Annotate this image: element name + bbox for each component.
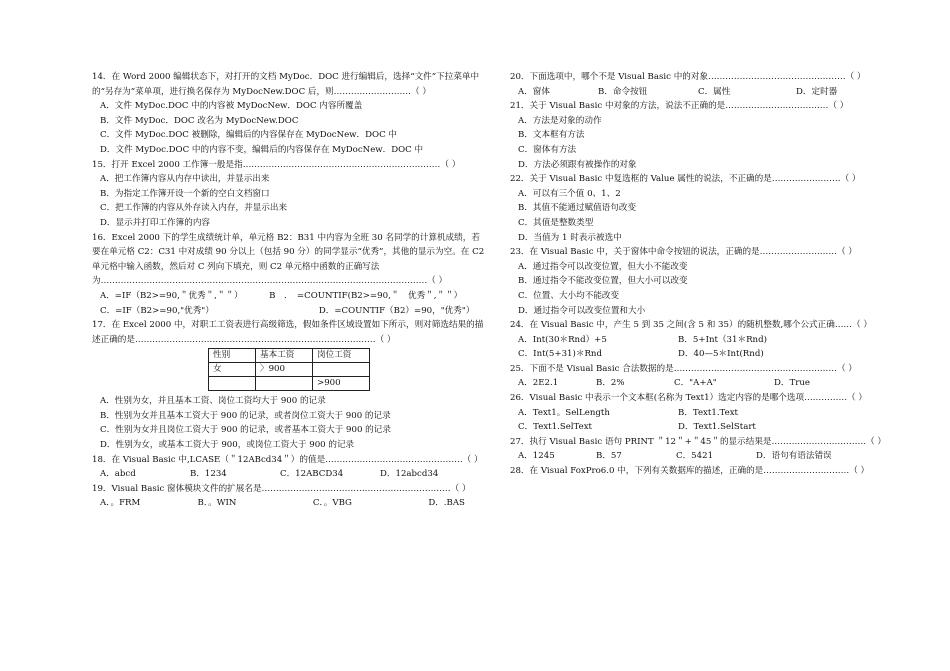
q21-option-d: D．方法必须跟有被操作的对象 <box>518 159 637 170</box>
question-18: 18．在 Visual Basic 中,LCASE（＂12ABcd34＂）的值是…………………………………………（ ） <box>92 454 483 465</box>
q16-option-c: C．=IF（B2>=90,"优秀"） <box>100 305 214 316</box>
question-26: 26．Visual Basic 中表示一个文本框(名称为 Text1）选定内容的是哪个选项……………（ ） <box>510 393 867 404</box>
criteria-cell <box>313 363 370 377</box>
question-28: 28．在 Visual FoxPro6.0 中，下列有关数据库的描述，正确的是…………………………（ ） <box>510 466 870 477</box>
q14-option-a: A．文件 MyDoc.DOC 中的内容被 MyDocNew．DOC 内容所覆盖 <box>100 101 363 112</box>
q24-option-c: C．Int(5+31)＊Rnd <box>518 349 602 360</box>
q17-option-a: A．性别为女，并且基本工资、岗位工资均大于 900 的记录 <box>100 396 326 407</box>
question-21: 21．关于 Visual Basic 中对象的方法，说法不正确的是………………………………（ ） <box>510 101 849 112</box>
criteria-header-gender: 性别 <box>209 349 256 363</box>
criteria-cell: 〉900 <box>256 363 313 377</box>
q24-option-a: A．Int(30＊Rnd）+5 <box>518 334 607 345</box>
q18-option-a: A．abcd <box>100 469 136 480</box>
q25-option-c: C．"A+A" <box>674 378 717 389</box>
q14-option-b: B．文件 MyDoc．DOC 改名为 MyDocNew.DOC <box>100 115 299 126</box>
q27-option-d: D．语句有语法错误 <box>756 451 832 462</box>
q23-option-d: D．通过指令可以改变位置和大小 <box>518 305 646 316</box>
q22-option-c: C．其值是整数类型 <box>518 217 594 228</box>
question-23: 23．在 Visual Basic 中，关于窗体中命令按钮的说法，正确的是………………………（ ） <box>510 247 857 258</box>
question-14: 14．在 Word 2000 编辑状态下，对打开的文档 MyDoc．DOC 进行编辑后，选择“文件”下拉菜单中的“另存为”菜单项，进行换名保存为 MyDocNew.DOC 后，则………………………（ ） <box>92 72 480 97</box>
q15-option-b: B．为指定工作簿开设一个新的空白文档窗口 <box>100 188 270 199</box>
q18-option-b: B．1234 <box>190 469 227 480</box>
q23-option-c: C．位置、大小均不能改变 <box>518 290 620 301</box>
q26-option-b: B．Text1.Text <box>678 407 739 418</box>
right-column <box>510 70 915 479</box>
q21-option-b: B．文本框有方法 <box>518 130 585 141</box>
q25-option-b: B．2% <box>596 378 625 389</box>
criteria-row <box>209 363 370 377</box>
q20-option-b: B．命令按钮 <box>598 86 648 97</box>
q27-options <box>510 449 915 464</box>
q16-option-b: B ． =COUNTIF(B2>=90,＂ 优秀＂,＂＂） <box>269 290 463 301</box>
question-20: 20．下面选项中，哪个不是 Visual Basic 中的对象…………………………………………（ ） <box>510 72 866 82</box>
q21-option-c: C．窗体有方法 <box>518 144 577 155</box>
question-27: 27．执行 Visual Basic 语句 PRINT ＂12＂+＂45＂的显示结果是……………………………（ ） <box>510 436 886 447</box>
question-16: 16．Excel 2000 下的学生成绩统计单，单元格 B2：B31 中内容为全班 30 名同学的计算机成绩，若要在单元格 C2：C31 中对成绩 90 分以上（包括 90 分）的同学显示“优秀”，其他的显示为空。在 C2 单元格中输入函数，然后对 C 列向下填充，则 C2 单元格中函数的正确写法为……………………………………………………………………………………………………（ ） <box>92 232 485 287</box>
q22-option-a: A．可以有三个值 0、1、2 <box>518 188 621 199</box>
criteria-table <box>208 348 370 391</box>
criteria-header-row <box>209 349 370 363</box>
criteria-cell: >900 <box>313 377 370 391</box>
q15-option-a: A．把工作簿内容从内存中读出，并显示出来 <box>100 174 270 185</box>
q26-options-ab <box>510 406 915 421</box>
q17-option-c: C．性别为女并且岗位工资大于 900 的记录，或者基本工资大于 900 的记录 <box>100 425 391 436</box>
question-15: 15．打开 Excel 2000 工作簿一般是指……………………………………………………………（ ） <box>92 159 461 170</box>
criteria-cell: 女 <box>209 363 256 377</box>
question-17: 17．在 Excel 2000 中，对职工工资表进行高级筛选，假如条件区域设置如下所示，则对筛选结果的描述正确的是…………………………………………………………………………（ ） <box>92 320 484 345</box>
criteria-cell <box>256 377 313 391</box>
q16-option-a: A．=IF（B2>=90,＂优秀＂,＂＂） <box>100 290 243 301</box>
q26-options-cd <box>510 420 915 435</box>
q19-options <box>92 496 488 511</box>
q24-options-cd <box>510 347 915 362</box>
q25-options <box>510 376 915 391</box>
q16-options-cd <box>92 304 488 319</box>
q22-option-b: B．其值不能通过赋值语句改变 <box>518 203 637 214</box>
q27-option-c: C．5421 <box>676 451 714 462</box>
q20-option-d: D．定时器 <box>796 86 838 97</box>
q21-option-a: A．方法是对象的动作 <box>518 115 602 126</box>
q19-option-a: A．。FRM <box>100 498 141 509</box>
q23-option-a: A．通过指令可以改变位置，但大小不能改变 <box>518 261 688 272</box>
q14-option-c: C．文件 MyDoc.DOC 被删除，编辑后的内容保存在 MyDocNew．DOC 中 <box>100 130 397 141</box>
q15-option-c: C．把工作簿的内容从外存读入内存，并显示出来 <box>100 203 288 214</box>
q26-option-d: D．Text1.SelStart <box>678 422 756 433</box>
q25-option-a: A．2E2.1 <box>518 378 559 389</box>
q24-option-b: B．5+Int（31＊Rnd) <box>678 334 767 345</box>
q15-option-d: D．显示并打印工作簿的内容 <box>100 217 211 228</box>
q19-option-d: D．.BAS <box>428 498 465 509</box>
criteria-row <box>209 377 370 391</box>
q16-options-ab <box>92 289 488 304</box>
q17-option-d: D．性别为女，或基本工资大于 900，或岗位工资大于 900 的记录 <box>100 440 355 451</box>
q20-option-c: C．属性 <box>698 86 731 97</box>
q19-option-c: C．。VBG <box>312 498 352 509</box>
q18-option-c: C．12ABCD34 <box>280 469 344 480</box>
question-19: 19．Visual Basic 窗体模块文件的扩展名是…………………………………………………………（ ） <box>92 483 471 494</box>
q22-option-d: D．当值为 1 时表示被选中 <box>518 232 622 243</box>
q25-option-d: D．True <box>774 378 810 389</box>
q20-options <box>510 85 915 100</box>
q20-option-a: A．窗体 <box>518 86 550 97</box>
q19-option-b: B．。WIN <box>197 498 237 509</box>
q23-option-b: B．通过指令不能改变位置，但大小可以改变 <box>518 276 688 287</box>
q27-option-a: A．1245 <box>518 451 555 462</box>
q24-options-ab <box>510 333 915 348</box>
q14-option-d: D．文件 MyDoc.DOC 中的内容不变，编辑后的内容保存在 MyDocNew．DOC 中 <box>100 144 424 155</box>
question-22: 22．关于 Visual Basic 中复选框的 Value 属性的说法，不正确的是……………………（ ） <box>510 174 861 185</box>
left-column <box>92 70 488 511</box>
q26-option-a: A．Text1。SelLength <box>518 407 610 418</box>
criteria-header-post-salary: 岗位工资 <box>313 349 370 363</box>
q17-option-b: B．性别为女并且基本工资大于 900 的记录，或者岗位工资大于 900 的记录 <box>100 410 391 421</box>
q18-option-d: D．12abcd34 <box>380 469 439 480</box>
q27-option-b: B．57 <box>596 451 622 462</box>
question-24: 24．在 Visual Basic 中，产生 5 到 35 之间(含 5 和 35）的随机整数,哪个公式正确……（ ） <box>510 320 872 331</box>
q24-option-d: D．40—5＊Int(Rnd) <box>678 349 764 360</box>
q26-option-c: C．Text1.SelText <box>518 422 592 433</box>
q18-options <box>92 467 488 482</box>
criteria-header-base-salary: 基本工资 <box>256 349 313 363</box>
question-25: 25．下面不是 Visual Basic 合法数据的是…………………………………………………（ ） <box>510 363 857 374</box>
criteria-cell <box>209 377 256 391</box>
q16-option-d: D．=COUNTIF（B2）=90，"优秀"） <box>318 305 475 316</box>
